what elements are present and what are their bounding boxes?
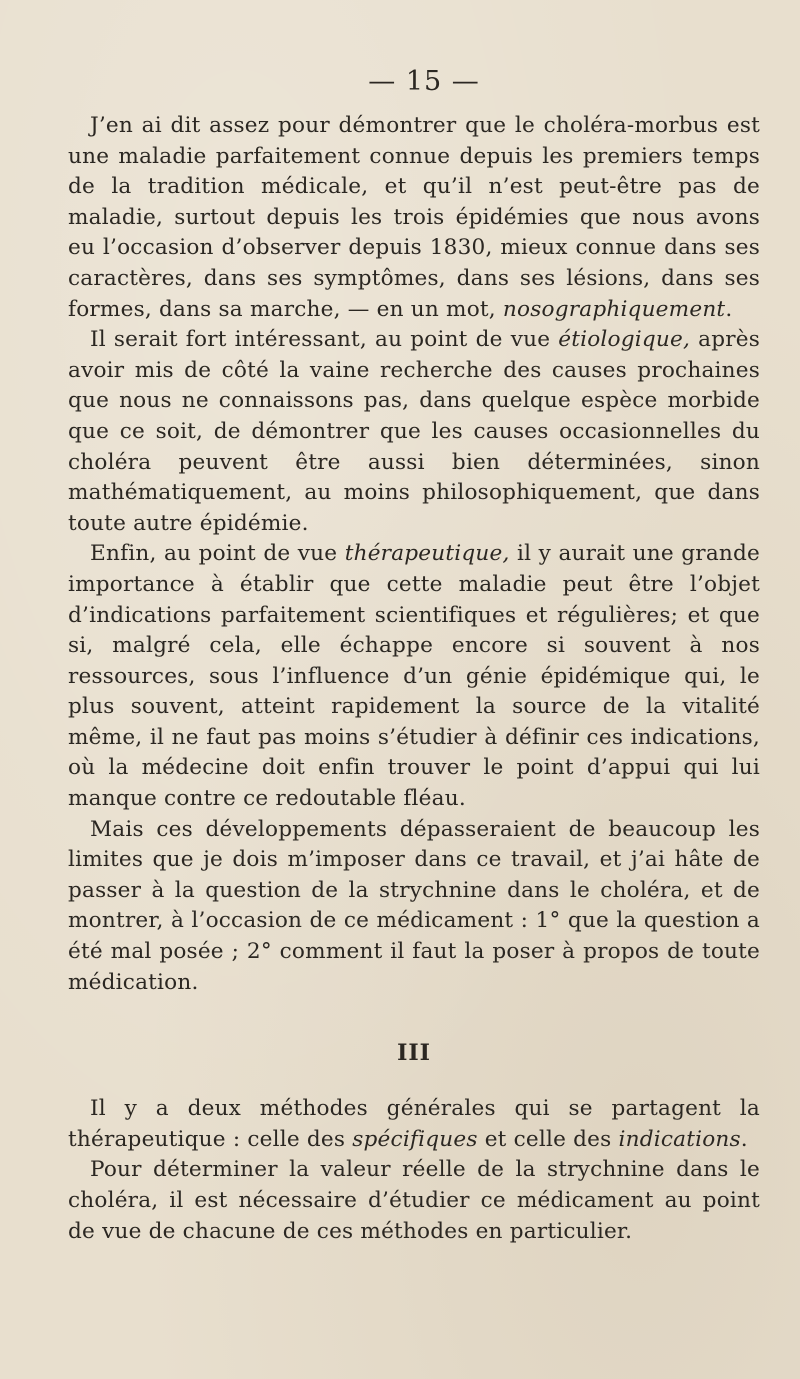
paragraph-1 xyxy=(68,111,760,325)
paragraph-1-italic: nosographiquement xyxy=(502,296,726,322)
paragraph-2 xyxy=(68,325,760,539)
paragraph-3-end: il y aurait une grande importance à établir que cette maladie peut être l’objet d’indications parfaitement scientifiques et régulières; et que si, malgré cela, elle échappe encore si souvent à nos ressources, sous l’influence d’un génie épidémique qui, le plus souvent, atteint rapidement la source de la vitalité même, il ne faut pas moins s’étudier à définir ces indications, où la médecine doit enfin trouver le point d’appui qui lui manque contre ce redoutable fléau. xyxy=(68,541,760,812)
paragraph-1-end: . xyxy=(725,296,733,322)
section-paragraph-1-italic-1: spécifiques xyxy=(352,1126,478,1152)
paragraph-2-italic: étiologique, xyxy=(558,327,691,353)
paragraph-2-end: après avoir mis de côté la vaine recherche des causes prochaines que nous ne connaissons pas, dans quelque espèce morbide que ce soit, de démontrer que les causes occasionnelles du choléra peuvent être aussi bien déterminées, sinon mathématiquement, au moins philosophiquement, que dans toute autre épidémie. xyxy=(68,327,760,536)
page-number: — 15 — xyxy=(368,66,480,97)
paragraph-2-text: Il serait fort intéressant, au point de vue xyxy=(90,327,559,353)
paragraph-3 xyxy=(68,539,760,814)
section-paragraph-1-italic-2: indications xyxy=(618,1126,741,1152)
section-paragraph-1-end: . xyxy=(740,1126,748,1152)
paragraph-3-italic: thérapeutique, xyxy=(344,541,510,567)
paragraph-4: Mais ces développements dépasseraient de beaucoup les limites que je dois m’imposer dans ce travail, et j’ai hâte de passer à la question de la strychnine dans le choléra, et de montrer, à l’occasion de ce médicament : 1° que la question a été mal posée ; 2° comment il faut la poser à propos de toute médication. xyxy=(68,816,760,995)
paragraph-1-text: J’en ai dit assez pour démontrer que le choléra-morbus est une maladie parfaitement connue depuis les premiers temps de la tradition médicale, et qu’il n’est peut-être pas de maladie, surtout depuis les trois épidémies que nous avons eu l’occasion d’observer depuis 1830, mieux connue dans ses caractères, dans ses symptômes, dans ses lésions, dans ses formes, dans sa marche, — en un mot, xyxy=(68,113,760,322)
section-heading: III xyxy=(397,1040,431,1067)
section-paragraph-1 xyxy=(68,1094,760,1155)
paragraph-3-text: Enfin, au point de vue xyxy=(90,541,345,567)
section-paragraph-2: Pour déterminer la valeur réelle de la strychnine dans le choléra, il est nécessaire d’étudier ce médicament au point de vue de chacune de ces méthodes en particulier. xyxy=(68,1157,760,1244)
section-paragraph-1-text: Il y a deux méthodes générales qui se partagent la thérapeutique : celle des xyxy=(68,1096,760,1152)
section-paragraph-1-middle: et celle des xyxy=(477,1126,619,1152)
